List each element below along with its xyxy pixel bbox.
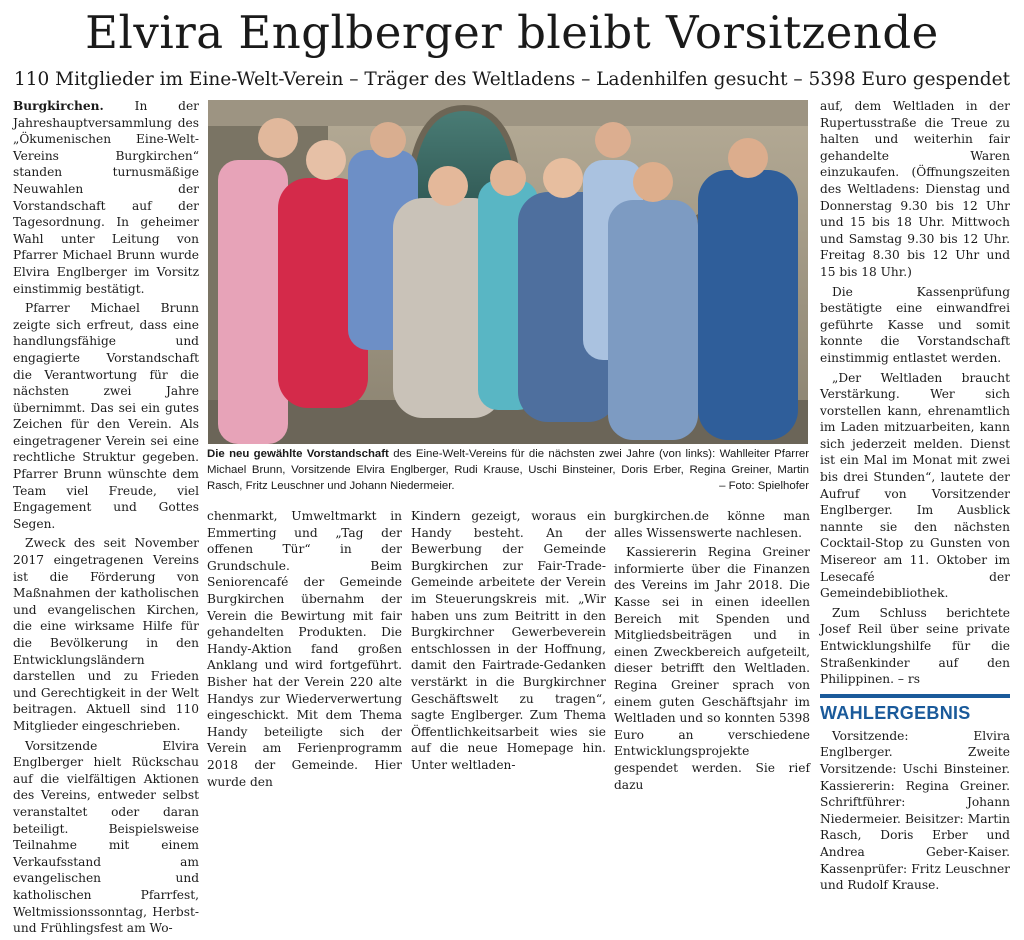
headline: Elvira Englberger bleibt Vorsitzende [85,6,939,59]
group-photo [208,100,808,444]
photo-caption [207,446,809,494]
paragraph: Kindern gezeigt, woraus ein Handy besteht. An der Bewerbung der Gemeinde Burgkirchen zur Fair-Trade-Gemeinde arbeitete der Verein im Steuerungskreis mit. „Wir haben uns zum Beitritt in den Burgkirchner Gewerbeverein entschlossen in der Hoffnung, damit den Fairtrade-Gedanken verstärkt in die Burgkirchner Geschäftswelt zu tragen“, sagte Englberger. Zum Thema Öffentlichkeitsarbeit wies sie auf die neue Homepage hin. Unter weltladen- [411,509,606,772]
photo-credit: – Foto: Spielhofer [719,480,809,492]
dateline: Burgkirchen. [13,99,104,113]
election-result-text: Vorsitzende: Elvira Englberger. Zweite Vorsitzende: Uschi Binsteiner. Kassiererin: Regina Greiner. Schriftführer: Johann Niedermeier. Beisitzer: Martin Rasch, Doris Erber und Andrea Geber-Kaiser. Kassenprüfer: Fritz Leuschner und Rudolf Krause. [820,728,1010,893]
paragraph: Pfarrer Michael Brunn zeigte sich erfreut, dass eine handlungsfähige und engagierte Vorstandschaft die Verantwortung für die nächsten zwei Jahre übernimmt. Das sei ein gutes Zeichen für den Verein. Als eingetragener Verein sei eine rechtliche Struktur gegeben. Pfarrer Brunn wünschte dem Team viel Freude, viel Engagement und Gottes Segen. [13,301,199,531]
article-column-5 [820,98,1010,897]
paragraph: Vorsitzende Elvira Englberger hielt Rückschau auf die vielfältigen Aktionen des Vereins, entweder selbst veranstaltet oder daran beteiligt. Beispielsweise Teilnahme mit einem Verkaufsstand am evangelischen und katholischen Pfarrfest, Weltmissionssonntag, Herbst- und Frühlingsfest am Wo- [13,738,199,936]
article-column-2 [207,508,402,793]
paragraph: Kassiererin Regina Greiner informierte über die Finanzen des Vereins im Jahr 2018. Die Kasse sei in einen ideellen Bereich mit Spenden und Mitgliedsbeiträgen und in einen Zweckbereich aufgeteilt, dieser betrifft den Weltladen. Regina Greiner sprach von einem guten Geschäftsjahr im Weltladen und so konnten 5398 Euro an verschiedene Entwicklungsprojekte gespendet werden. Sie rief dazu [614,545,810,792]
article-column-4 [614,508,810,796]
paragraph: Burgkirchen. In der Jahreshauptversammlung des „Ökumenischen Eine-Welt-Vereins Burgkirchen“ standen turnusmäßige Neuwahlen der Vorstandschaft auf der Tagesordnung. In geheimer Wahl unter Leitung von Pfarrer Michael Brunn wurde Elvira Englberger im Vorsitz einstimmig bestätigt. [13,99,199,296]
paragraph: Zum Schluss berichtete Josef Reil über seine private Entwicklungshilfe für die Straßenkinder auf den Philippinen. – rs [820,605,1010,687]
paragraph: chenmarkt, Umweltmarkt in Emmerting und „Tag der offenen Tür“ in der Grundschule. Beim Seniorencafé der Gemeinde Burgkirchen übernahm der Verein die Bewirtung mit fair gehandelten Produkten. Die Handy-Aktion fand großen Anklang und wird fortgeführt. Bisher hat der Verein 220 alte Handys zur Wiederverwertung eingeschickt. Mit dem Thema Handy beteiligte sich der Verein am Ferienprogramm 2018 der Gemeinde. Hier wurde den [207,509,402,789]
paragraph: Die Kassenprüfung bestätigte eine einwandfrei geführte Kasse und somit konnte die Vorstandschaft einstimmig entlastet werden. [820,284,1010,365]
paragraph: auf, dem Weltladen in der Rupertusstraße die Treue zu halten und weiterhin fair gehandelte Waren einzukaufen. (Öffnungszeiten des Weltladens: Dienstag und Donnerstag 9.30 bis 12 Uhr und 15 bis 18 Uhr. Mittwoch und Samstag 9.30 bis 12 Uhr. Freitag 8.30 bis 12 Uhr und 15 bis 18 Uhr.) [820,99,1010,279]
paragraph: Zweck des seit November 2017 eingetragenen Vereins ist die Förderung von Maßnahmen der katholischen und evangelischen Kirchen, die eine wirksame Hilfe für die Bevölkerung in den Entwicklungsländern darstellen und zu Frieden und Gerechtigkeit in der Welt beitragen. Aktuell sind 110 Mitglieder eingeschrieben. [13,536,199,733]
caption-lead: Die neu gewählte Vorstandschaft [207,448,389,460]
caption-text: des Eine-Welt-Vereins für die nächsten zwei Jahre (von links): Wahlleiter Pfarrer Michael Brunn, Vorsitzende Elvira Englberger, Rudi Krause, Uschi Binsteiner, Doris Erber, Regina Greiner, Martin Rasch, Fritz Leuschner und Johann Niedermeier. [207,448,809,492]
paragraph: „Der Weltladen braucht Verstärkung. Wer sich vorstellen kann, ehrenamtlich im Laden mitzuarbeiten, kann sich jederzeit melden. Dienst ist ein Mal im Monat mit zwei bis drei Stunden“, lautete der Aufruf von Vorsitzender Englberger. Im Ausblick nannte sie den nächsten Cocktail-Stop zu Gunsten von Misereor am 11. Oktober im Lesecafé der Gemeindebibliothek. [820,370,1010,601]
article-column-3 [411,508,606,777]
article-column-1 [13,98,199,940]
paragraph: burgkirchen.de könne man alles Wissenswerte nachlesen. [614,509,810,540]
subheadline: 110 Mitglieder im Eine-Welt-Verein – Träger des Weltladens – Ladenhilfen gesucht – 5398 Euro gespendet [13,69,1011,90]
election-result-title: WAHLERGEBNIS [820,694,1010,724]
